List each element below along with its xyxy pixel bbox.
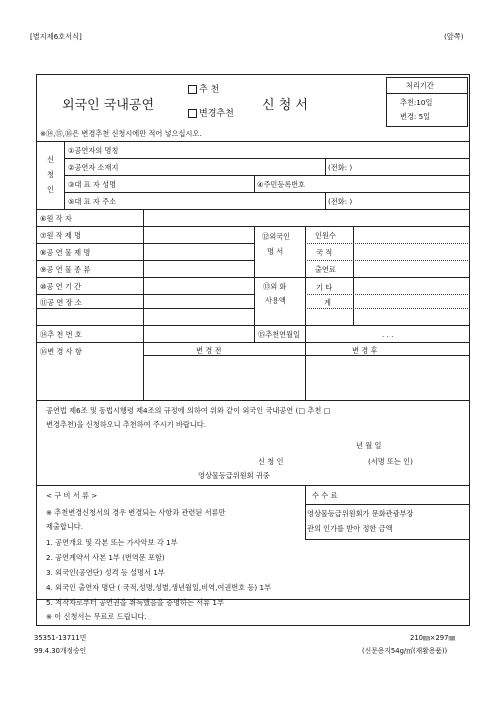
label-foreign-currency-sub: 사용액 [265, 296, 286, 305]
page-side: (앞쪽) [444, 32, 464, 41]
field-performance-venue: ⑪공 연 장 소 [40, 298, 82, 307]
documents-title: < 구 비 서 류 > [46, 491, 98, 500]
field-rep-name: ③대 표 자 성명 [68, 180, 117, 189]
documents-note-1: ※ 추천변경신청서의 경우 변경되는 사항과 관련된 서류만 [46, 508, 226, 517]
label-after-change: 변 경 후 [352, 346, 378, 355]
label-people-count: 인원수 [315, 231, 336, 240]
title-option-change[interactable]: 변경추천 [188, 106, 234, 119]
form-number: [별지제6호서식] [30, 32, 82, 41]
label-foreigner-sub: 명 서 [267, 247, 284, 256]
field-performance-period: ⑩공 연 기 간 [40, 282, 82, 291]
applicant-group-label-1: 신 [47, 155, 54, 164]
applicant-group-label-2: 청 [47, 170, 54, 179]
field-performer-address: ②공연자 소재지 [68, 163, 119, 172]
field-resident-number: ④주민등록번호 [257, 180, 306, 189]
label-recommend-date: ⑮추천연월일 [258, 330, 300, 339]
fee-title: 수 수 료 [312, 491, 338, 500]
statement-date: 년 월 일 [356, 441, 382, 450]
documents-note-2: 제출합니다. [46, 522, 84, 531]
label-total: 계 [324, 298, 331, 307]
field-performance-type: ⑨공 연 물 종 류 [40, 265, 91, 274]
field-recommend-number: ⑭추 천 번 호 [40, 330, 82, 339]
footer-approval: 99.4.30개정승인 [34, 647, 87, 655]
applicant-group-label-3: 인 [47, 185, 54, 194]
document-item-2: 2. 공연계약서 사본 1부 (번역문 포함) [46, 553, 165, 562]
phone-label-2: (전화: ) [328, 197, 353, 206]
footer-paper-size: 210㎜×297㎜ [410, 634, 456, 642]
label-before-change: 변 경 전 [196, 346, 222, 355]
label-foreigner: ⑫외국인 [262, 232, 291, 241]
statement-applicant: 신 청 인 [258, 457, 284, 466]
statement-line-2: 변경추천)을 신청하오니 추천하여 주시기 바랍니다. [46, 420, 207, 429]
footer-form-code: 35351-13711민 [34, 634, 87, 642]
field-original-author: ⑥원 작 자 [40, 214, 72, 223]
processing-label: 처리기간 [406, 81, 434, 90]
statement-signature: (서명 또는 인) [368, 457, 413, 466]
field-change-items: ⑯변 경 사 항 [40, 347, 82, 356]
processing-recommend: 추천:10일 [400, 98, 433, 107]
title-option-recommend[interactable]: 추 천 [188, 82, 219, 95]
checkbox-change[interactable] [188, 109, 197, 118]
statement-addressee: 영상물등급위원회 귀중 [198, 471, 270, 480]
document-item-3: 3. 외국인(공연단) 성격 등 설명서 1부 [46, 568, 165, 577]
title-left: 외국인 국내공연 [62, 98, 155, 113]
phone-label-1: (전화: ) [328, 163, 353, 172]
checkbox-recommend[interactable] [188, 85, 197, 94]
processing-change: 변경: 5일 [400, 112, 431, 121]
title-right: 신 청 서 [262, 98, 308, 113]
document-item-4: 4. 외국인 출연자 명단 ( 국적,성명,성별,생년월일,비역,여권번호 등) 1부 [46, 583, 271, 592]
recommend-date-dots: . . . [382, 330, 394, 339]
fee-line-1: 영상물등급위원회가 문화관광부장 [307, 509, 414, 518]
field-rep-address: ⑤대 표 자 주소 [68, 197, 117, 206]
field-performance-title: ⑧공 연 물 제 명 [40, 248, 91, 257]
document-item-1: 1. 공연개요 및 각본 또는 가사악보 각 1부 [46, 538, 178, 547]
field-original-title: ⑦원 작 제 명 [40, 231, 82, 240]
statement-line-1: 공연법 제6조 및 동법시행령 제4조의 규정에 의하여 위와 같이 외국인 국내공연 (□ 추천 □ [46, 406, 331, 415]
label-nationality: 국 적 [316, 248, 333, 257]
documents-note-3: ※ 이 신청서는 무료로 드립니다. [46, 612, 147, 621]
instruction-note: ※⑭,⑮,⑯은 변경추천 신청시에만 적어 넣으십시오. [40, 129, 202, 138]
document-item-5: 5. 저작자로부터 공연권을 취득했음을 증명하는 서류 1부 [46, 598, 224, 607]
label-appearance-fee: 출연료 [315, 265, 336, 274]
footer-paper-type: (신문용지54g/㎡(재활용품)) [362, 647, 448, 655]
field-performer-name: ①공연자의 명칭 [68, 146, 119, 155]
fee-line-2: 관의 인가를 받아 정한 금액 [307, 524, 393, 533]
label-foreign-currency: ⑬외 화 [263, 282, 287, 291]
label-other: 기 타 [316, 283, 333, 292]
